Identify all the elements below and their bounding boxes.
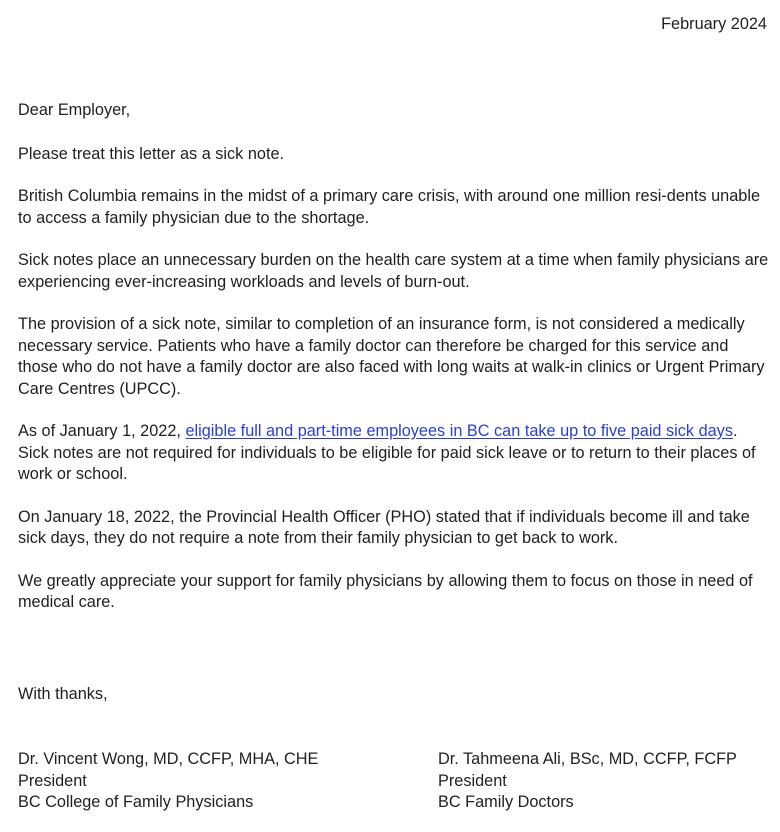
paragraph-pho: On January 18, 2022, the Provincial Health Officer (PHO) stated that if individuals become ill and take sick days, they do not require a note from their family physician to get back to work.	[18, 507, 750, 547]
signature-block-wong	[18, 749, 318, 814]
closing: With thanks,	[18, 685, 108, 703]
signatory-title: President	[438, 771, 507, 790]
paragraph-paid-leave	[18, 421, 770, 486]
paid-sick-days-link[interactable]: eligible full and part-time employees in BC can take up to five paid sick days	[185, 422, 733, 440]
signatory-organization: BC Family Doctors	[438, 793, 574, 811]
signatory-name: Dr. Vincent Wong, MD, CCFP, MHA, CHE	[18, 750, 319, 768]
salutation: Dear Employer,	[18, 101, 131, 119]
signatory-name: Dr. Tahmeena Ali, BSc, MD, CCFP, FCFP	[438, 750, 737, 768]
paragraph-intro: Please treat this letter as a sick note.	[18, 144, 285, 163]
signatory-organization: BC College of Family Physicians	[18, 793, 254, 811]
paragraph-provision: The provision of a sick note, similar to completion of an insurance form, is not considered a medically necessary service. Patients who have a family doctor can therefore be charged for this service and those who do not have a family doctor are also faced with long waits at walk-in clinics or Urgent Primary Care Centres (UPCC).	[18, 315, 765, 398]
paragraph-burden: Sick notes place an unnecessary burden on the health care system at a time when family physicians are experiencing ever-increasing workloads and levels of burn-out.	[18, 251, 769, 291]
signatory-title: President	[18, 771, 87, 790]
paid-leave-prefix: As of January 1, 2022,	[18, 422, 186, 440]
paragraph-crisis: British Columbia remains in the midst of a primary care crisis, with around one million resi-dents unable to access a family physician due to the shortage.	[18, 187, 761, 227]
letter-date: February 2024	[661, 15, 767, 33]
letter-body	[18, 100, 770, 635]
paid-leave-suffix: . Sick notes are not required for individuals to be eligible for paid sick leave or to return to their places of work or school.	[18, 422, 756, 483]
signature-block-ali	[438, 749, 737, 814]
paragraph-appreciation: We greatly appreciate your support for family physicians by allowing them to focus on those in need of medical care.	[18, 571, 753, 611]
